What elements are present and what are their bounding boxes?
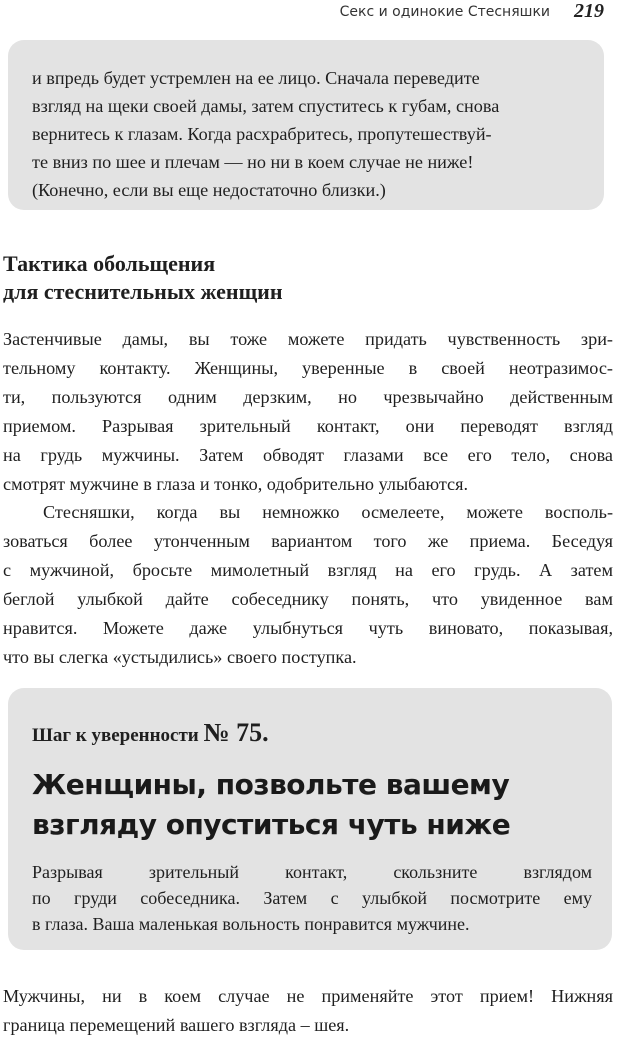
- text-line: по груди собеседника. Затем с улыбкой посмотрите ему: [32, 888, 592, 908]
- text-line: что вы слегка «устыдились» своего поступка.: [3, 646, 357, 667]
- continued-sidebar-box: [8, 40, 604, 210]
- page-number: 219: [574, 0, 604, 22]
- confidence-step-box: [8, 688, 612, 950]
- text-line: тельному контакту. Женщины, уверенные в своей неотразимос-: [3, 357, 613, 378]
- step-title-line: Женщины, позвольте вашему: [32, 768, 510, 801]
- text-line: нравится. Можете даже улыбнуться чуть виновато, показывая,: [3, 618, 613, 639]
- step-label-text: Шаг к уверенности: [32, 725, 199, 746]
- text-line: взгляд на щеки своей дамы, затем спуститесь к губам, снова: [32, 96, 500, 116]
- text-line: Мужчины, ни в коем случае не применяйте этот прием! Нижняя: [3, 986, 613, 1006]
- text-line: с мужчиной, бросьте мимолетный взгляд на его грудь. А затем: [3, 560, 613, 581]
- text-line: Стесняшки, когда вы немножко осмелеете, можете восполь-: [43, 502, 613, 523]
- text-line: те вниз по шее и плечам — но ни в коем случае не ниже!: [32, 152, 474, 172]
- text-line: в глаза. Ваша маленькая вольность понравится мужчине.: [32, 914, 470, 934]
- step-label: [32, 718, 592, 751]
- text-line: вернитесь к глазам. Когда расхрабритесь, пропутешествуй-: [32, 124, 492, 144]
- text-line: на грудь мужчины. Затем обводят глазами все его тело, снова: [3, 444, 613, 465]
- heading-line: Тактика обольщения: [3, 251, 216, 276]
- heading-line: для стеснительных женщин: [3, 279, 283, 304]
- running-title: Секс и одинокие Стесняшки: [339, 4, 550, 20]
- step-title-line: взгляду опуститься чуть ниже: [32, 808, 511, 841]
- section-heading: [3, 250, 603, 306]
- text-line: граница перемещений вашего взгляда – шея.: [3, 1014, 350, 1035]
- text-line: (Конечно, если вы еще недостаточно близки.): [32, 180, 386, 200]
- footer-text: [3, 982, 613, 1040]
- text-line: приемом. Разрывая зрительный контакт, они переводят взгляд: [3, 415, 613, 436]
- step-text: [32, 859, 592, 937]
- step-number: № 75.: [203, 718, 269, 747]
- sidebar-text: [32, 64, 582, 204]
- step-title: [32, 765, 592, 845]
- text-line: ти, пользуются одним дерзким, но чрезвычайно действенным: [3, 386, 613, 407]
- text-line: Разрывая зрительный контакт, скользните взглядом: [32, 862, 592, 882]
- text-line: и впредь будет устремлен на ее лицо. Сначала переведите: [32, 68, 480, 88]
- text-line: смотрят мужчине в глаза и тонко, одобрительно улыбаются.: [3, 473, 468, 494]
- text-line: беглой улыбкой дайте собеседнику понять, что увиденное вам: [3, 589, 613, 610]
- text-line: зоваться более утонченным вариантом того же приема. Беседуя: [3, 531, 613, 552]
- body-text: [3, 325, 613, 672]
- text-line: Застенчивые дамы, вы тоже можете придать чувственность зри-: [3, 329, 613, 349]
- page-header: [0, 0, 620, 28]
